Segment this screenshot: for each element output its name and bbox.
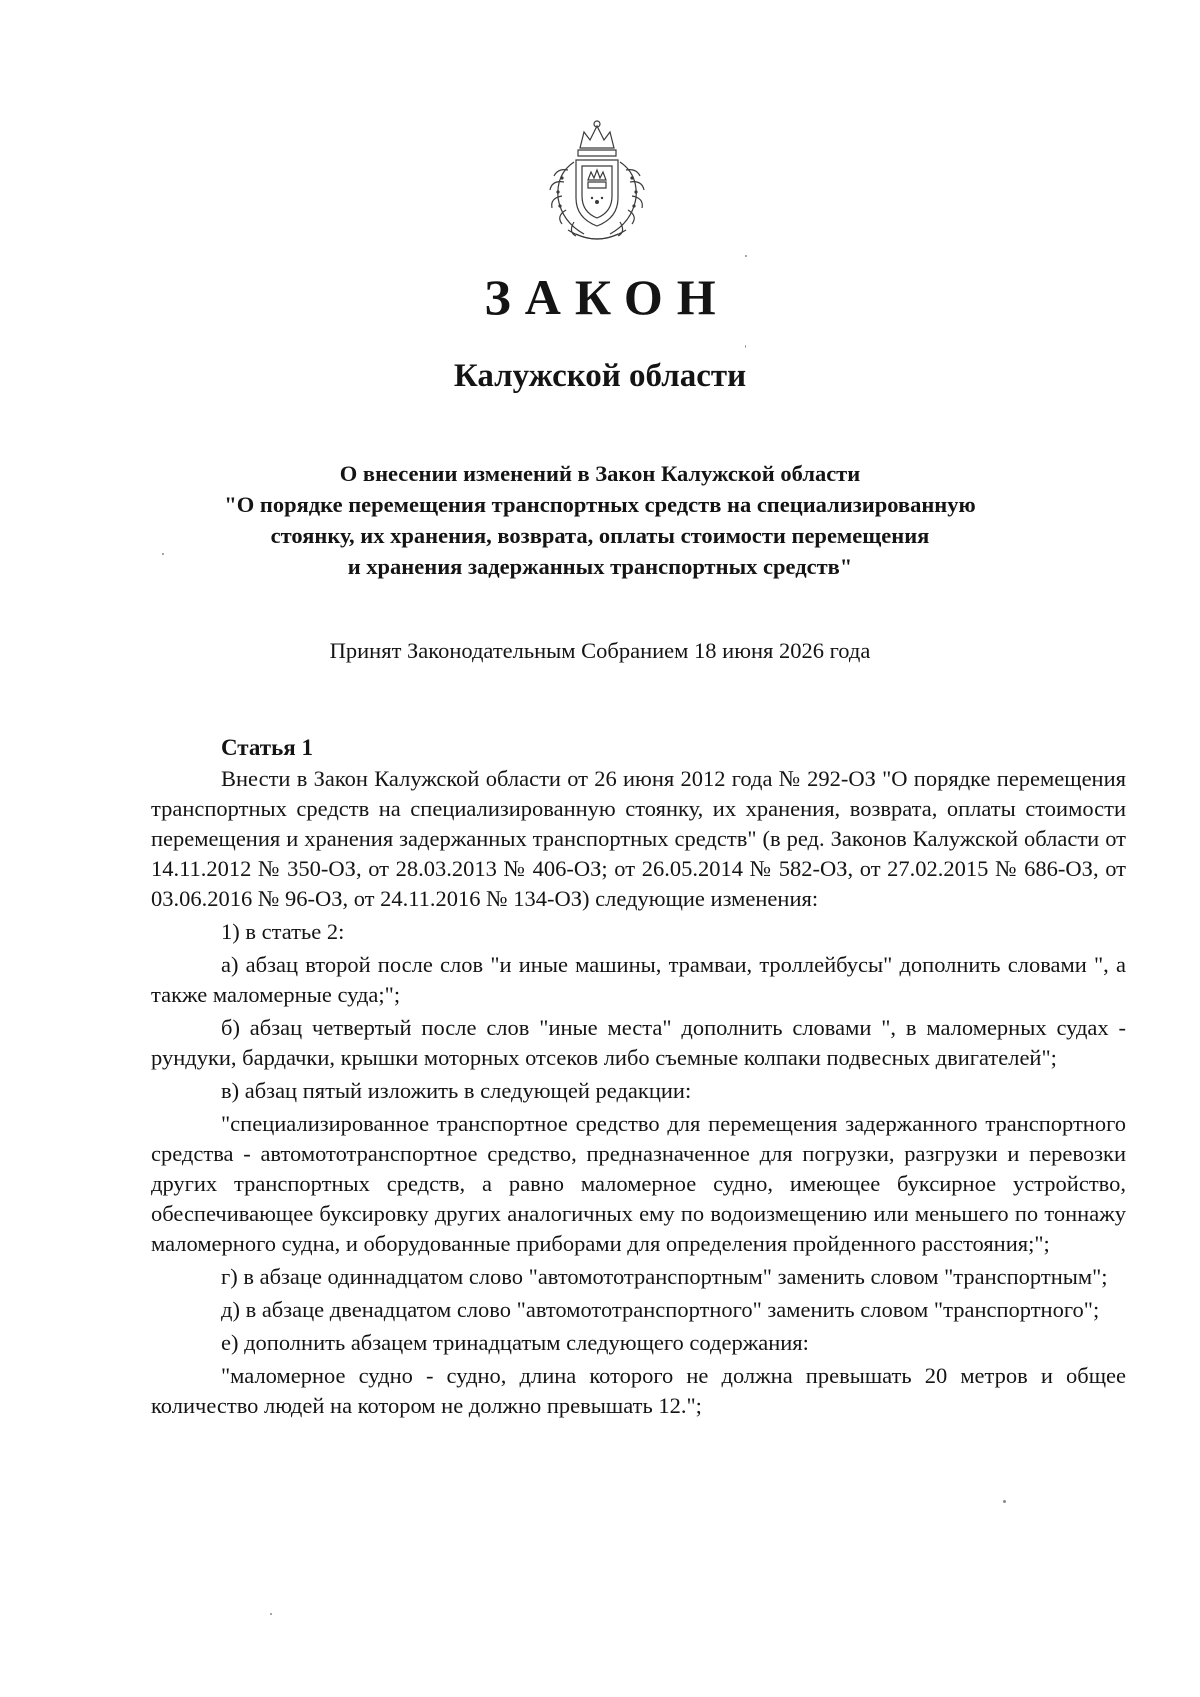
adoption-statement: Принят Законодательным Собранием 18 июня 2026 года [329,638,871,663]
scan-speck [162,553,164,555]
article-paragraph: г) в абзаце одиннадцатом слово "автомототранспортным" заменить словом "транспортным"; [221,1264,1108,1289]
article-1 [151,732,1126,1424]
article-paragraph: 1) в статье 2: [221,919,345,944]
article-paragraph: в) абзац пятый изложить в следующей редакции: [221,1078,692,1103]
subject-line: и хранения задержанных транспортных средств" [347,554,853,579]
document-title: ЗАКОН [484,269,730,325]
scan-speck [1003,1500,1006,1503]
document-region: Калужской области [453,358,747,394]
article-paragraph: д) в абзаце двенадцатом слово "автомототранспортного" заменить словом "транспортного"; [221,1297,1100,1322]
article-paragraph: а) абзац второй после слов "и иные машины, трамваи, троллейбусы" дополнить словами ", а также маломерные суда;"; [151,952,1126,1007]
subject-line: "О порядке перемещения транспортных средств на специализированную [224,492,976,517]
article-paragraph: "маломерное судно - судно, длина которого не должна превышать 20 метров и общее количество людей на котором не должно превышать 12."; [151,1363,1126,1418]
document-subject [140,458,1060,582]
scan-speck [745,255,747,257]
article-paragraph: Внести в Закон Калужской области от 26 июня 2012 года № 292-ОЗ "О порядке перемещения транспортных средств на специализированную стоянку, их хранения, возврата, оплаты стоимости перемещения и хранения задержанных транспортных средств" (в ред. Законов Калужской области от 14.11.2012 № 350-ОЗ, от 28.03.2013 № 406-ОЗ; от 26.05.2014 № 582-ОЗ, от 27.02.2015 № 686-ОЗ, от 03.06.2016 № 96-ОЗ, от 24.11.2016 № 134-ОЗ) следующие изменения: [151,766,1126,911]
subject-line: стоянку, их хранения, возврата, оплаты стоимости перемещения [270,523,930,548]
scan-speck [270,1613,272,1615]
article-heading: Статья 1 [221,735,313,760]
article-paragraph: е) дополнить абзацем тринадцатым следующего содержания: [221,1330,809,1355]
article-paragraph: "специализированное транспортное средство для перемещения задержанного транспортного средства - автомототранспортное средство, предназначенное для погрузки, разгрузки и перевозки других транспортных средств, а равно маломерное судно, имеющее буксирное устройство, обеспечивающее буксировку других аналогичных ему по водоизмещению или меньшего по тоннажу маломерного судна, и оборудованные приборами для определения пройденного расстояния;"; [151,1111,1126,1256]
article-paragraph: б) абзац четвертый после слов "иные места" дополнить словами ", в маломерных судах - рундуки, бардачки, крышки моторных отсеков либо съемные колпаки подвесных двигателей"; [151,1015,1126,1070]
subject-line: О внесении изменений в Закон Калужской области [339,461,861,486]
coat-of-arms-icon [538,118,656,246]
scan-speck [745,345,746,348]
